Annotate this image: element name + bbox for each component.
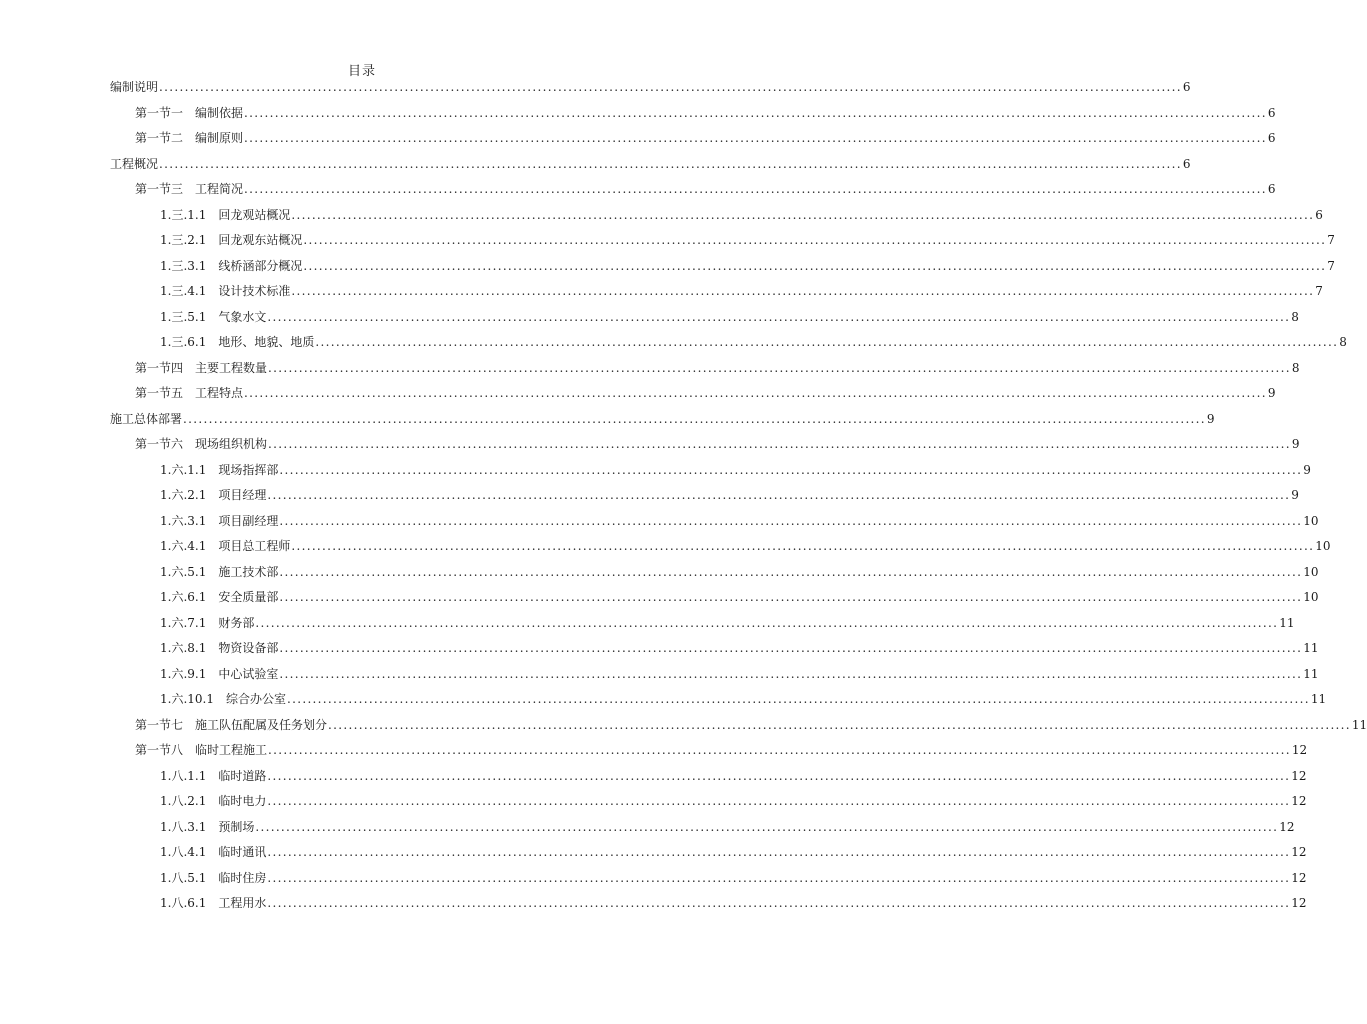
toc-entry[interactable] <box>110 79 1191 95</box>
toc-dot-leader: ........................................................................................................................................................................................................ <box>267 794 1291 808</box>
toc-dot-leader: ........................................................................................................................................................................................................ <box>159 80 1182 94</box>
toc-entry[interactable] <box>135 181 1276 197</box>
toc-page-number: 10 <box>1303 513 1319 528</box>
toc-dot-leader: ........................................................................................................................................................................................................ <box>291 539 1315 553</box>
toc-entry-label: 1.三.2.1 回龙观东站概况 <box>160 233 303 247</box>
toc-entry[interactable] <box>160 538 1331 554</box>
toc-entry[interactable] <box>160 793 1307 809</box>
toc-entry[interactable] <box>135 436 1300 452</box>
toc-entry[interactable] <box>160 564 1319 580</box>
toc-entry-label: 1.六.8.1 物资设备部 <box>160 641 279 655</box>
toc-dot-leader: ........................................................................................................................................................................................................ <box>279 590 1303 604</box>
toc-entry-label: 1.八.6.1 工程用水 <box>160 896 267 910</box>
toc-dot-leader: ........................................................................................................................................................................................................ <box>159 156 1182 171</box>
toc-entry-label: 1.六.5.1 施工技术部 <box>160 564 279 579</box>
toc-entry[interactable] <box>160 870 1307 886</box>
toc-title: 目录 <box>347 64 376 79</box>
toc-page-number: 12 <box>1279 819 1295 834</box>
toc-entry[interactable] <box>135 130 1276 146</box>
toc-entry[interactable] <box>160 513 1319 529</box>
toc-dot-leader: ........................................................................................................................................................................................................ <box>303 233 1327 247</box>
toc-entry[interactable] <box>160 589 1319 605</box>
toc-entry[interactable] <box>160 334 1347 350</box>
toc-dot-leader: ........................................................................................................................................................................................................ <box>279 641 1303 655</box>
toc-entry-label: 1.三.4.1 设计技术标准 <box>160 284 291 298</box>
toc-page-number: 11 <box>1351 717 1367 732</box>
toc-entry[interactable] <box>135 105 1276 121</box>
toc-entry-label: 工程概况 <box>110 156 159 171</box>
toc-entry[interactable] <box>160 207 1323 223</box>
toc-page-number: 12 <box>1291 768 1307 783</box>
toc-entry[interactable] <box>135 385 1276 401</box>
toc-dot-leader: ........................................................................................................................................................................................................ <box>315 335 1339 349</box>
toc-entry-label: 1.三.6.1 地形、地貌、地质 <box>160 335 315 349</box>
toc-page-number: 10 <box>1303 564 1319 579</box>
toc-page-number: 7 <box>1327 258 1335 273</box>
toc-dot-leader: ........................................................................................................................................................................................................ <box>244 182 1267 196</box>
toc-entry[interactable] <box>160 283 1323 299</box>
toc-page-number: 8 <box>1291 309 1299 324</box>
toc-dot-leader: ........................................................................................................................................................................................................ <box>303 258 1327 273</box>
toc-page-number: 6 <box>1182 156 1191 171</box>
toc-dot-leader: ........................................................................................................................................................................................................ <box>279 513 1303 528</box>
toc-page-number: 12 <box>1291 794 1307 808</box>
toc-dot-leader: ........................................................................................................................................................................................................ <box>268 743 1291 757</box>
toc-dot-leader: ........................................................................................................................................................................................................ <box>268 360 1291 375</box>
toc-dot-leader: ........................................................................................................................................................................................................ <box>291 207 1315 222</box>
toc-entry-label: 1.六.3.1 项目副经理 <box>160 513 279 528</box>
toc-entry-label: 1.六.1.1 现场指挥部 <box>160 462 279 477</box>
toc-page-number: 10 <box>1315 539 1331 553</box>
toc-entry[interactable] <box>135 717 1367 733</box>
toc-page-number: 9 <box>1303 462 1311 477</box>
toc-entry-label: 1.六.2.1 项目经理 <box>160 488 267 502</box>
toc-entry[interactable] <box>160 232 1335 248</box>
toc-entry-label: 1.六.4.1 项目总工程师 <box>160 539 291 553</box>
toc-dot-leader: ........................................................................................................................................................................................................ <box>255 819 1279 834</box>
toc-entry[interactable] <box>110 411 1215 427</box>
toc-entry-label: 第一节八 临时工程施工 <box>135 743 268 757</box>
toc-page-number: 7 <box>1315 284 1323 298</box>
toc-dot-leader: ........................................................................................................................................................................................................ <box>244 386 1267 400</box>
toc-entry-label: 施工总体部署 <box>110 411 183 426</box>
toc-entry-label: 1.六.7.1 财务部 <box>160 615 255 630</box>
toc-entry[interactable] <box>160 309 1299 325</box>
toc-entry[interactable] <box>160 895 1307 911</box>
toc-page-number: 10 <box>1303 590 1319 604</box>
toc-dot-leader: ........................................................................................................................................................................................................ <box>267 896 1291 910</box>
toc-page-number: 12 <box>1291 743 1308 757</box>
toc-entry[interactable] <box>160 691 1327 707</box>
toc-entry-label: 第一节四 主要工程数量 <box>135 360 268 375</box>
toc-page-number: 6 <box>1267 182 1276 196</box>
toc-entry-label: 第一节一 编制依据 <box>135 105 244 120</box>
toc-page-number: 11 <box>1310 692 1327 706</box>
toc-dot-leader: ........................................................................................................................................................................................................ <box>267 845 1291 859</box>
toc-entry[interactable] <box>160 258 1335 274</box>
toc-entry[interactable] <box>160 819 1295 835</box>
toc-page-number: 11 <box>1303 666 1319 681</box>
toc-entry-label: 1.三.1.1 回龙观站概况 <box>160 207 291 222</box>
toc-page-number: 12 <box>1291 896 1307 910</box>
toc-entry-label: 1.八.1.1 临时道路 <box>160 768 267 783</box>
toc-entry-label: 1.八.4.1 临时通讯 <box>160 845 267 859</box>
toc-entry[interactable] <box>160 487 1299 503</box>
toc-entry-label: 1.八.3.1 预制场 <box>160 819 255 834</box>
toc-entry[interactable] <box>135 360 1300 376</box>
toc-dot-leader: ........................................................................................................................................................................................................ <box>279 462 1303 477</box>
toc-entry-label: 第一节五 工程特点 <box>135 386 244 400</box>
toc-entry-label: 1.三.5.1 气象水文 <box>160 309 267 324</box>
toc-entry-label: 第一节三 工程简况 <box>135 182 244 196</box>
toc-dot-leader: ........................................................................................................................................................................................................ <box>268 437 1291 451</box>
toc-page-number: 9 <box>1291 488 1299 502</box>
toc-entry[interactable] <box>160 640 1319 656</box>
toc-page-number: 7 <box>1327 233 1335 247</box>
toc-page-number: 11 <box>1279 615 1295 630</box>
toc-dot-leader: ........................................................................................................................................................................................................ <box>279 666 1303 681</box>
toc-page-number: 8 <box>1339 335 1347 349</box>
toc-entry-label: 第一节七 施工队伍配属及任务划分 <box>135 717 328 732</box>
toc-dot-leader: ........................................................................................................................................................................................................ <box>244 105 1267 120</box>
toc-dot-leader: ........................................................................................................................................................................................................ <box>286 692 1310 706</box>
toc-entry-label: 1.六.9.1 中心试验室 <box>160 666 279 681</box>
toc-dot-leader: ........................................................................................................................................................................................................ <box>267 768 1291 783</box>
toc-page-number: 11 <box>1303 641 1319 655</box>
toc-entry[interactable] <box>135 742 1308 758</box>
toc-entry[interactable] <box>160 844 1307 860</box>
toc-entry-label: 编制说明 <box>110 80 159 94</box>
toc-entry-label: 第一节二 编制原则 <box>135 131 244 145</box>
toc-dot-leader: ........................................................................................................................................................................................................ <box>291 284 1315 298</box>
toc-dot-leader: ........................................................................................................................................................................................................ <box>267 309 1291 324</box>
toc-page-number: 9 <box>1291 437 1300 451</box>
toc-entry-label: 1.八.5.1 临时住房 <box>160 870 267 885</box>
toc-dot-leader: ........................................................................................................................................................................................................ <box>255 615 1279 630</box>
toc-entry-label: 1.三.3.1 线桥涵部分概况 <box>160 258 303 273</box>
toc-dot-leader: ........................................................................................................................................................................................................ <box>328 717 1351 732</box>
toc-entry[interactable] <box>160 615 1295 631</box>
toc-dot-leader: ........................................................................................................................................................................................................ <box>267 870 1291 885</box>
toc-entry[interactable] <box>110 156 1191 172</box>
toc-page-number: 6 <box>1182 80 1191 94</box>
toc-page-number: 6 <box>1267 131 1276 145</box>
toc-entry[interactable] <box>160 768 1307 784</box>
toc-page-number: 6 <box>1315 207 1323 222</box>
toc-entry[interactable] <box>160 666 1319 682</box>
toc-entry-label: 1.六.6.1 安全质量部 <box>160 590 279 604</box>
toc-page-number: 12 <box>1291 845 1307 859</box>
toc-entry-label: 1.六.10.1 综合办公室 <box>160 692 286 706</box>
toc-page-number: 9 <box>1206 411 1215 426</box>
toc-page-number: 6 <box>1267 105 1276 120</box>
toc-dot-leader: ........................................................................................................................................................................................................ <box>279 564 1303 579</box>
toc-page-number: 8 <box>1291 360 1300 375</box>
toc-dot-leader: ........................................................................................................................................................................................................ <box>267 488 1291 502</box>
toc-dot-leader: ........................................................................................................................................................................................................ <box>244 131 1267 145</box>
toc-dot-leader: ........................................................................................................................................................................................................ <box>183 411 1206 426</box>
toc-page-number: 12 <box>1291 870 1307 885</box>
toc-entry-label: 1.八.2.1 临时电力 <box>160 794 267 808</box>
toc-entry-label: 第一节六 现场组织机构 <box>135 437 268 451</box>
toc-entry[interactable] <box>160 462 1311 478</box>
toc-page-number: 9 <box>1267 386 1276 400</box>
